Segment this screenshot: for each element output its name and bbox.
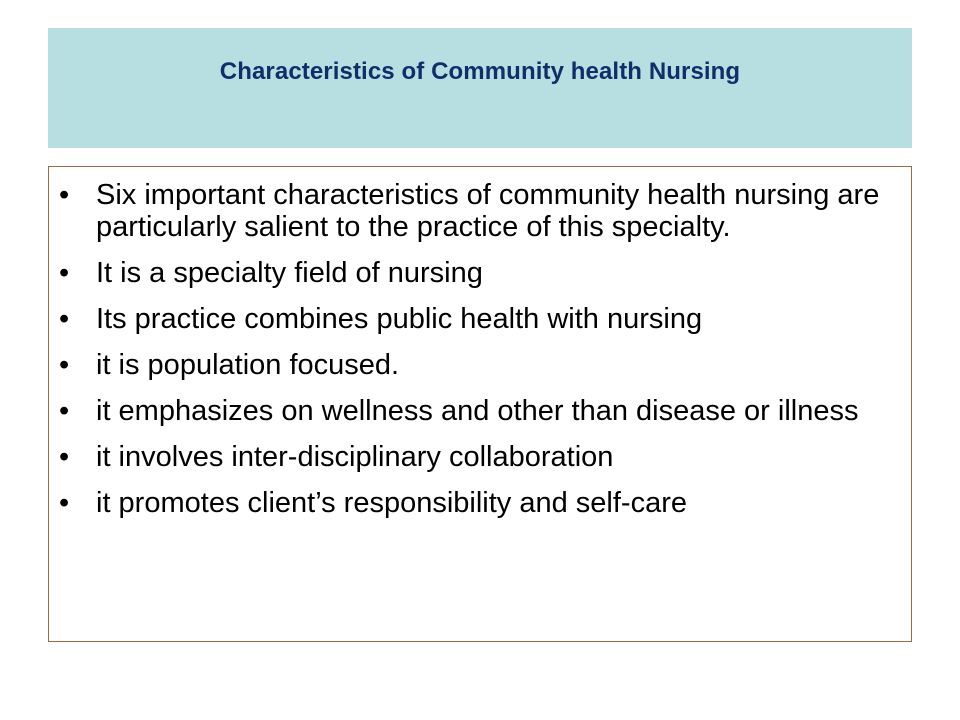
title-banner	[48, 28, 912, 148]
bullet-dot-icon: •	[59, 179, 70, 211]
bullet-item	[59, 303, 899, 335]
bullet-list	[59, 179, 899, 533]
bullet-dot-icon: •	[59, 487, 70, 519]
bullet-text: it involves inter-disciplinary collaboration	[96, 441, 614, 473]
bullet-item	[59, 441, 899, 473]
bullet-text: it is population focused.	[96, 349, 400, 381]
bullet-dot-icon: •	[59, 395, 70, 427]
bullet-text: It is a specialty field of nursing	[96, 257, 483, 289]
bullet-item	[59, 179, 899, 243]
content-panel	[48, 166, 912, 642]
slide-title: Characteristics of Community health Nursing	[219, 58, 741, 85]
bullet-item	[59, 349, 899, 381]
bullet-item	[59, 257, 899, 289]
bullet-dot-icon: •	[59, 257, 70, 289]
bullet-item	[59, 487, 899, 519]
bullet-item	[59, 395, 899, 427]
bullet-dot-icon: •	[59, 349, 70, 381]
bullet-text: Six important characteristics of community health nursing are particularly salient to the practice of this specialty.	[96, 179, 880, 243]
bullet-dot-icon: •	[59, 303, 70, 335]
bullet-text: Its practice combines public health with nursing	[96, 303, 703, 335]
bullet-text: it promotes client’s responsibility and self-care	[96, 487, 688, 519]
bullet-text: it emphasizes on wellness and other than disease or illness	[96, 395, 859, 427]
bullet-dot-icon: •	[59, 441, 70, 473]
